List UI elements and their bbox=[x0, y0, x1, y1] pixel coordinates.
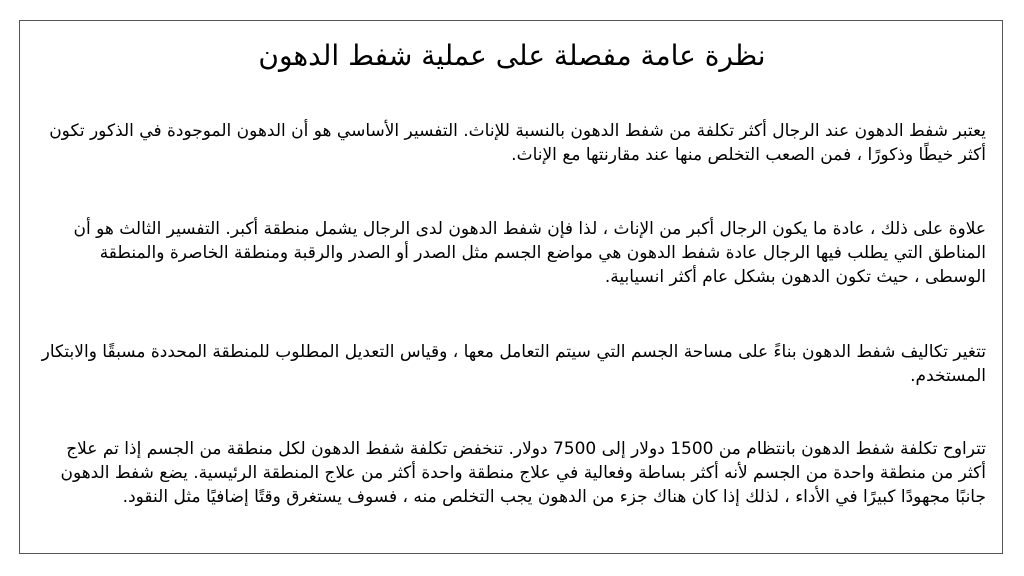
paragraph-2: علاوة على ذلك ، عادة ما يكون الرجال أكبر من الإناث ، لذا فإن شفط الدهون لدى الرجال يشمل منطقة أكبر. التفسير الثالث هو أن المناطق التي يطلب فيها الرجال عادة شفط الدهون هي مواضع الجسم مثل الصدر أو الصدر والرقبة ومنطقة الخاصرة والمنطقة الوسطى ، حيث تكون الدهون بشكل عام أكثر انسيابية. bbox=[73, 219, 986, 287]
document-frame bbox=[19, 20, 1003, 554]
paragraph-4: تتراوح تكلفة شفط الدهون بانتظام من 1500 دولار إلى 7500 دولار. تنخفض تكلفة شفط الدهون لكل منطقة من الجسم إذا تم علاج أكثر من منطقة واحدة من الجسم لأنه أكثر بساطة وفعالية في علاج منطقة واحدة أكثر من علاج المنطقة الرئيسية. يضع شفط الدهون جانبًا مجهودًا كبيرًا في الأداء ، لذلك إذا كان هناك جزء من الدهون يجب التخلص منه ، فسوف يستغرق وقتًا إضافيًا مثل النقود. bbox=[60, 439, 986, 507]
paragraph-1: يعتبر شفط الدهون عند الرجال أكثر تكلفة من شفط الدهون بالنسبة للإناث. التفسير الأساسي هو أن الدهون الموجودة في الذكور تكون أكثر خيطًا وذكورًا ، فمن الصعب التخلص منها عند مقارنتها مع الإناث. bbox=[49, 121, 986, 165]
paragraph-3: تتغير تكاليف شفط الدهون بناءً على مساحة الجسم التي سيتم التعامل معها ، وقياس التعديل المطلوب للمنطقة المحددة مسبقًا والابتكار المستخدم. bbox=[41, 342, 986, 386]
document-title: نظرة عامة مفصلة على عملية شفط الدهون bbox=[258, 39, 766, 72]
